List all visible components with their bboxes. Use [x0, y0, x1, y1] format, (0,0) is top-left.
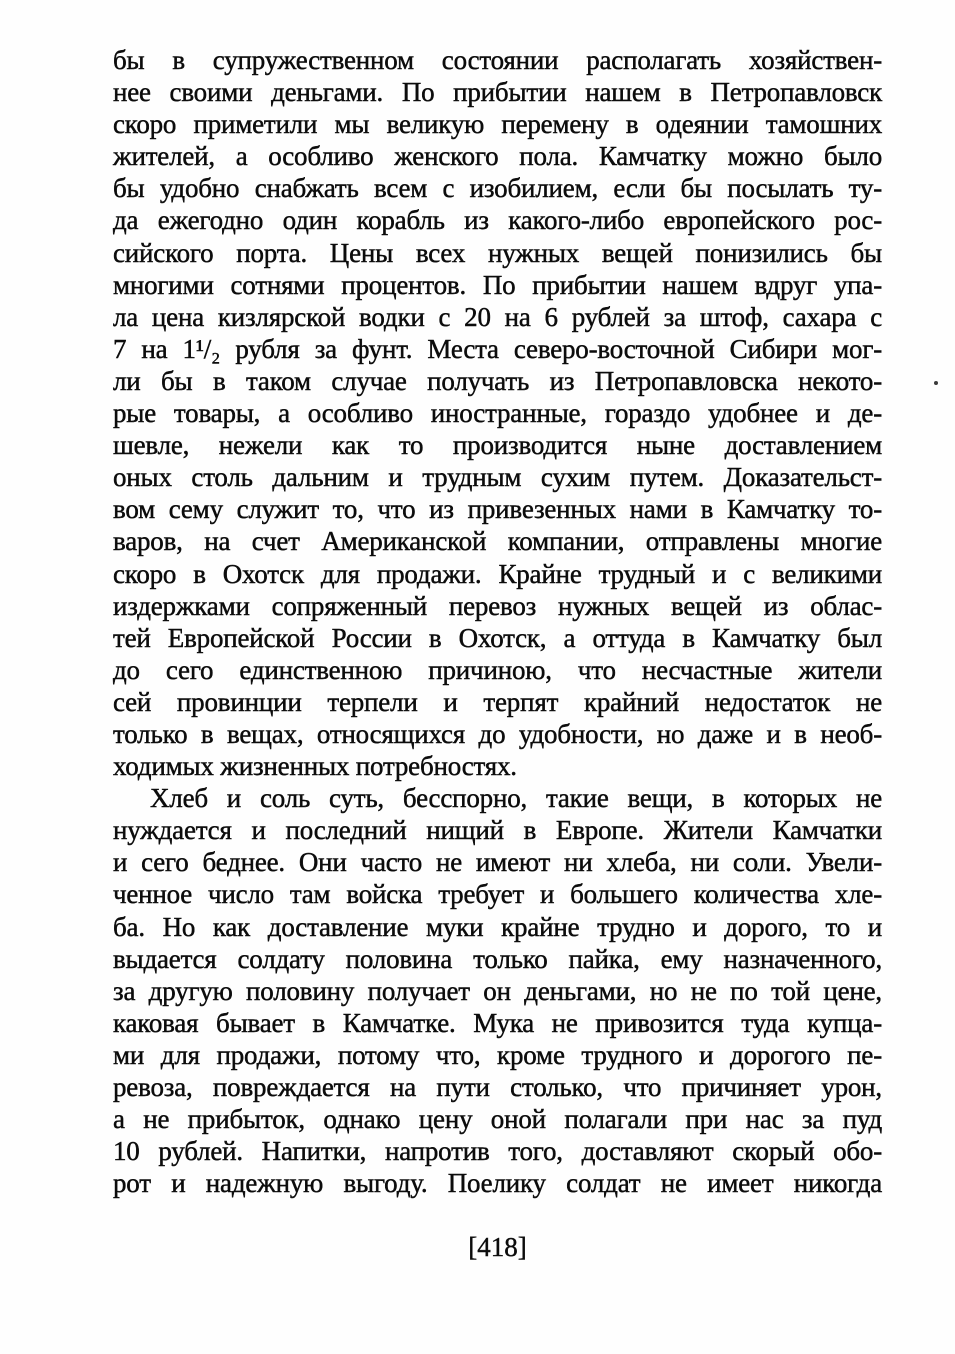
text-line: рот и надежную выгоду. Поелику солдат не имеет никогда: [113, 1168, 882, 1199]
text-block: [113, 44, 882, 1199]
text-line: шевле, нежели как то производится ныне доставлением: [113, 430, 882, 461]
scan-speck-artifact: [934, 381, 938, 385]
text-line: ба. Но как доставление муки крайне трудно и дорого, то и: [113, 911, 882, 942]
text-line: сей провинции терпели и терпят крайний недостаток не: [113, 686, 882, 717]
text-line: ченное число там войска требует и большего количества хле-: [113, 879, 882, 910]
text-line: вом сему служит то, что из привезенных нами в Камчатку то-: [113, 494, 882, 525]
text-line: только в вещах, относящихся до удобности, но даже и в необ-: [113, 718, 882, 749]
text-line: Хлеб и соль суть, бесспорно, такие вещи, в которых не: [150, 783, 882, 814]
text-line: ревоза, повреждается на пути столько, что причиняет урон,: [113, 1072, 882, 1102]
text-line: оных столь дальним и трудным сухим путем. Доказательст-: [113, 462, 882, 493]
text-line: да ежегодно один корабль из какого-либо европейского рос-: [113, 205, 882, 236]
text-line: до сего единственною причиною, что несчастные жители: [113, 654, 882, 685]
text-line: тей Европейской России в Охотск, а оттуда в Камчатку был: [113, 622, 882, 653]
text-line: рые товары, а особливо иностранные, гораздо удобнее и де-: [113, 398, 882, 429]
text-line: ми для продажи, потому что, кроме трудного и дорогого пе-: [113, 1039, 882, 1070]
text-line: 10 рублей. Напитки, напротив того, доставляют скорый обо-: [113, 1136, 882, 1167]
text-line: ходимых жизненных потребностях.: [113, 751, 517, 782]
text-line: бы в супружественном состоянии располагать хозяйствен-: [113, 45, 882, 75]
text-line: нее своими деньгами. По прибытии нашем в Петропавловск: [113, 77, 882, 108]
text-line: а не прибыток, однако цену оной полагали при нас за пуд: [113, 1104, 882, 1135]
text-line: скоро приметили мы великую перемену в одеянии тамошних: [113, 109, 882, 140]
text-line: нуждается и последний нищий в Европе. Жители Камчатки: [113, 815, 882, 846]
text-line: 7 на 1¹/₂ рубля за фунт. Места северо-восточной Сибири мог-: [113, 333, 882, 364]
page-number: [418]: [468, 1232, 527, 1262]
text-line: и сего беднее. Они часто не имеют ни хлеба, ни соли. Увели-: [113, 847, 882, 878]
text-line: ла цена кизлярской водки с 20 на 6 рублей за штоф, сахара с: [113, 301, 882, 332]
text-line: издержками сопряженный перевоз нужных вещей из облас-: [113, 590, 882, 621]
text-line: скоро в Охотск для продажи. Крайне трудный и с великими: [113, 558, 882, 589]
text-line: за другую половину получает он деньгами, но не по той цене,: [113, 975, 882, 1006]
text-line: варов, на счет Американской компании, отправлены многие: [113, 526, 882, 557]
text-line: выдается солдату половина только пайка, ему назначенного,: [113, 943, 882, 974]
text-line: каковая бывает в Камчатке. Мука не привозится туда купца-: [113, 1007, 882, 1038]
text-line: жителей, а особливо женского пола. Камчатку можно было: [113, 141, 882, 172]
text-line: сийского порта. Цены всех нужных вещей понизились бы: [113, 237, 882, 268]
text-line: бы удобно снабжать всем с изобилием, если бы посылать ту-: [113, 173, 882, 204]
text-line: многими сотнями процентов. По прибытии нашем вдруг упа-: [113, 269, 882, 300]
text-line: ли бы в таком случае получать из Петропавловска некото-: [113, 365, 882, 396]
